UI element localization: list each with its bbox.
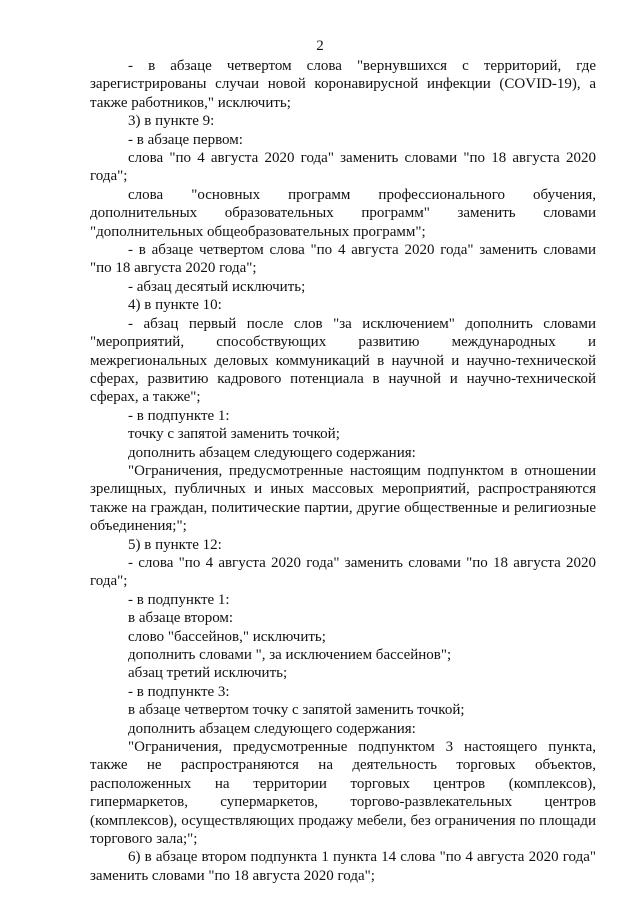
paragraph: слова "основных программ профессионального обучения, дополнительных образовательных программ" заменить словами "дополнительных общеобразовательных программ"; — [90, 186, 596, 240]
paragraph: дополнить словами ", за исключением бассейнов"; — [128, 647, 452, 663]
paragraph: "Ограничения, предусмотренные настоящим подпунктом в отношении зрелищных, публичных и иных массовых мероприятий, распространяются также на граждан, политические партии, другие общественные и религиозные объединения;"; — [90, 462, 596, 535]
paragraph: "Ограничения, предусмотренные подпунктом 3 настоящего пункта, также не распространяются на деятельность торговых объектов, расположенных на территории торговых центров (комплексов), гипермаркетов, супермаркетов, торгово-развлекательных центров (комплексов), осуществляющих продажу мебели, без ограничения по площади торгового зала;"; — [90, 739, 596, 848]
paragraph: в абзаце четвертом точку с запятой заменить точкой; — [128, 702, 465, 719]
document-body — [90, 57, 596, 885]
paragraph: - слова "по 4 августа 2020 года" заменить словами "по 18 августа 2020 года"; — [90, 554, 596, 590]
paragraph: - в абзаце четвертом слова "вернувшихся с территорий, где зарегистрированы случаи новой коронавирусной инфекции (COVID-19), а также работников," исключить; — [90, 58, 596, 111]
paragraph: 3) в пункте 9: — [128, 113, 215, 130]
paragraph: - в абзаце первом: — [128, 131, 243, 148]
paragraph: - в подпункте 1: — [128, 591, 230, 608]
paragraph: - абзац первый после слов "за исключением" дополнить словами "мероприятий, способствующих развитию международных и межрегиональных деловых коммуникаций в научной и научно-технической сферах, развитию кадрового потенциала в научной и научно-технической сферах, а также"; — [90, 315, 596, 406]
paragraph: - в подпункте 3: — [128, 683, 230, 700]
paragraph: слова "по 4 августа 2020 года" заменить словами "по 18 августа 2020 года"; — [90, 150, 596, 185]
page-number: 2 — [316, 38, 324, 54]
paragraph: дополнить абзацем следующего содержания: — [128, 720, 416, 737]
paragraph: слово "бассейнов," исключить; — [128, 628, 326, 645]
paragraph: точку с запятой заменить точкой; — [128, 426, 340, 443]
paragraph: 4) в пункте 10: — [128, 297, 222, 314]
paragraph: 5) в пункте 12: — [128, 536, 222, 553]
paragraph: - в подпункте 1: — [128, 407, 230, 424]
paragraph: в абзаце втором: — [128, 610, 234, 627]
paragraph: - абзац десятый исключить; — [128, 278, 306, 295]
paragraph: абзац третий исключить; — [128, 665, 288, 682]
paragraph: 6) в абзаце втором подпункта 1 пункта 14 слова "по 4 августа 2020 года" заменить словами "по 18 августа 2020 года"; — [90, 849, 596, 884]
paragraph: дополнить абзацем следующего содержания: — [128, 444, 416, 461]
paragraph: - в абзаце четвертом слова "по 4 августа 2020 года" заменить словами "по 18 августа 2020 года"; — [90, 242, 596, 277]
